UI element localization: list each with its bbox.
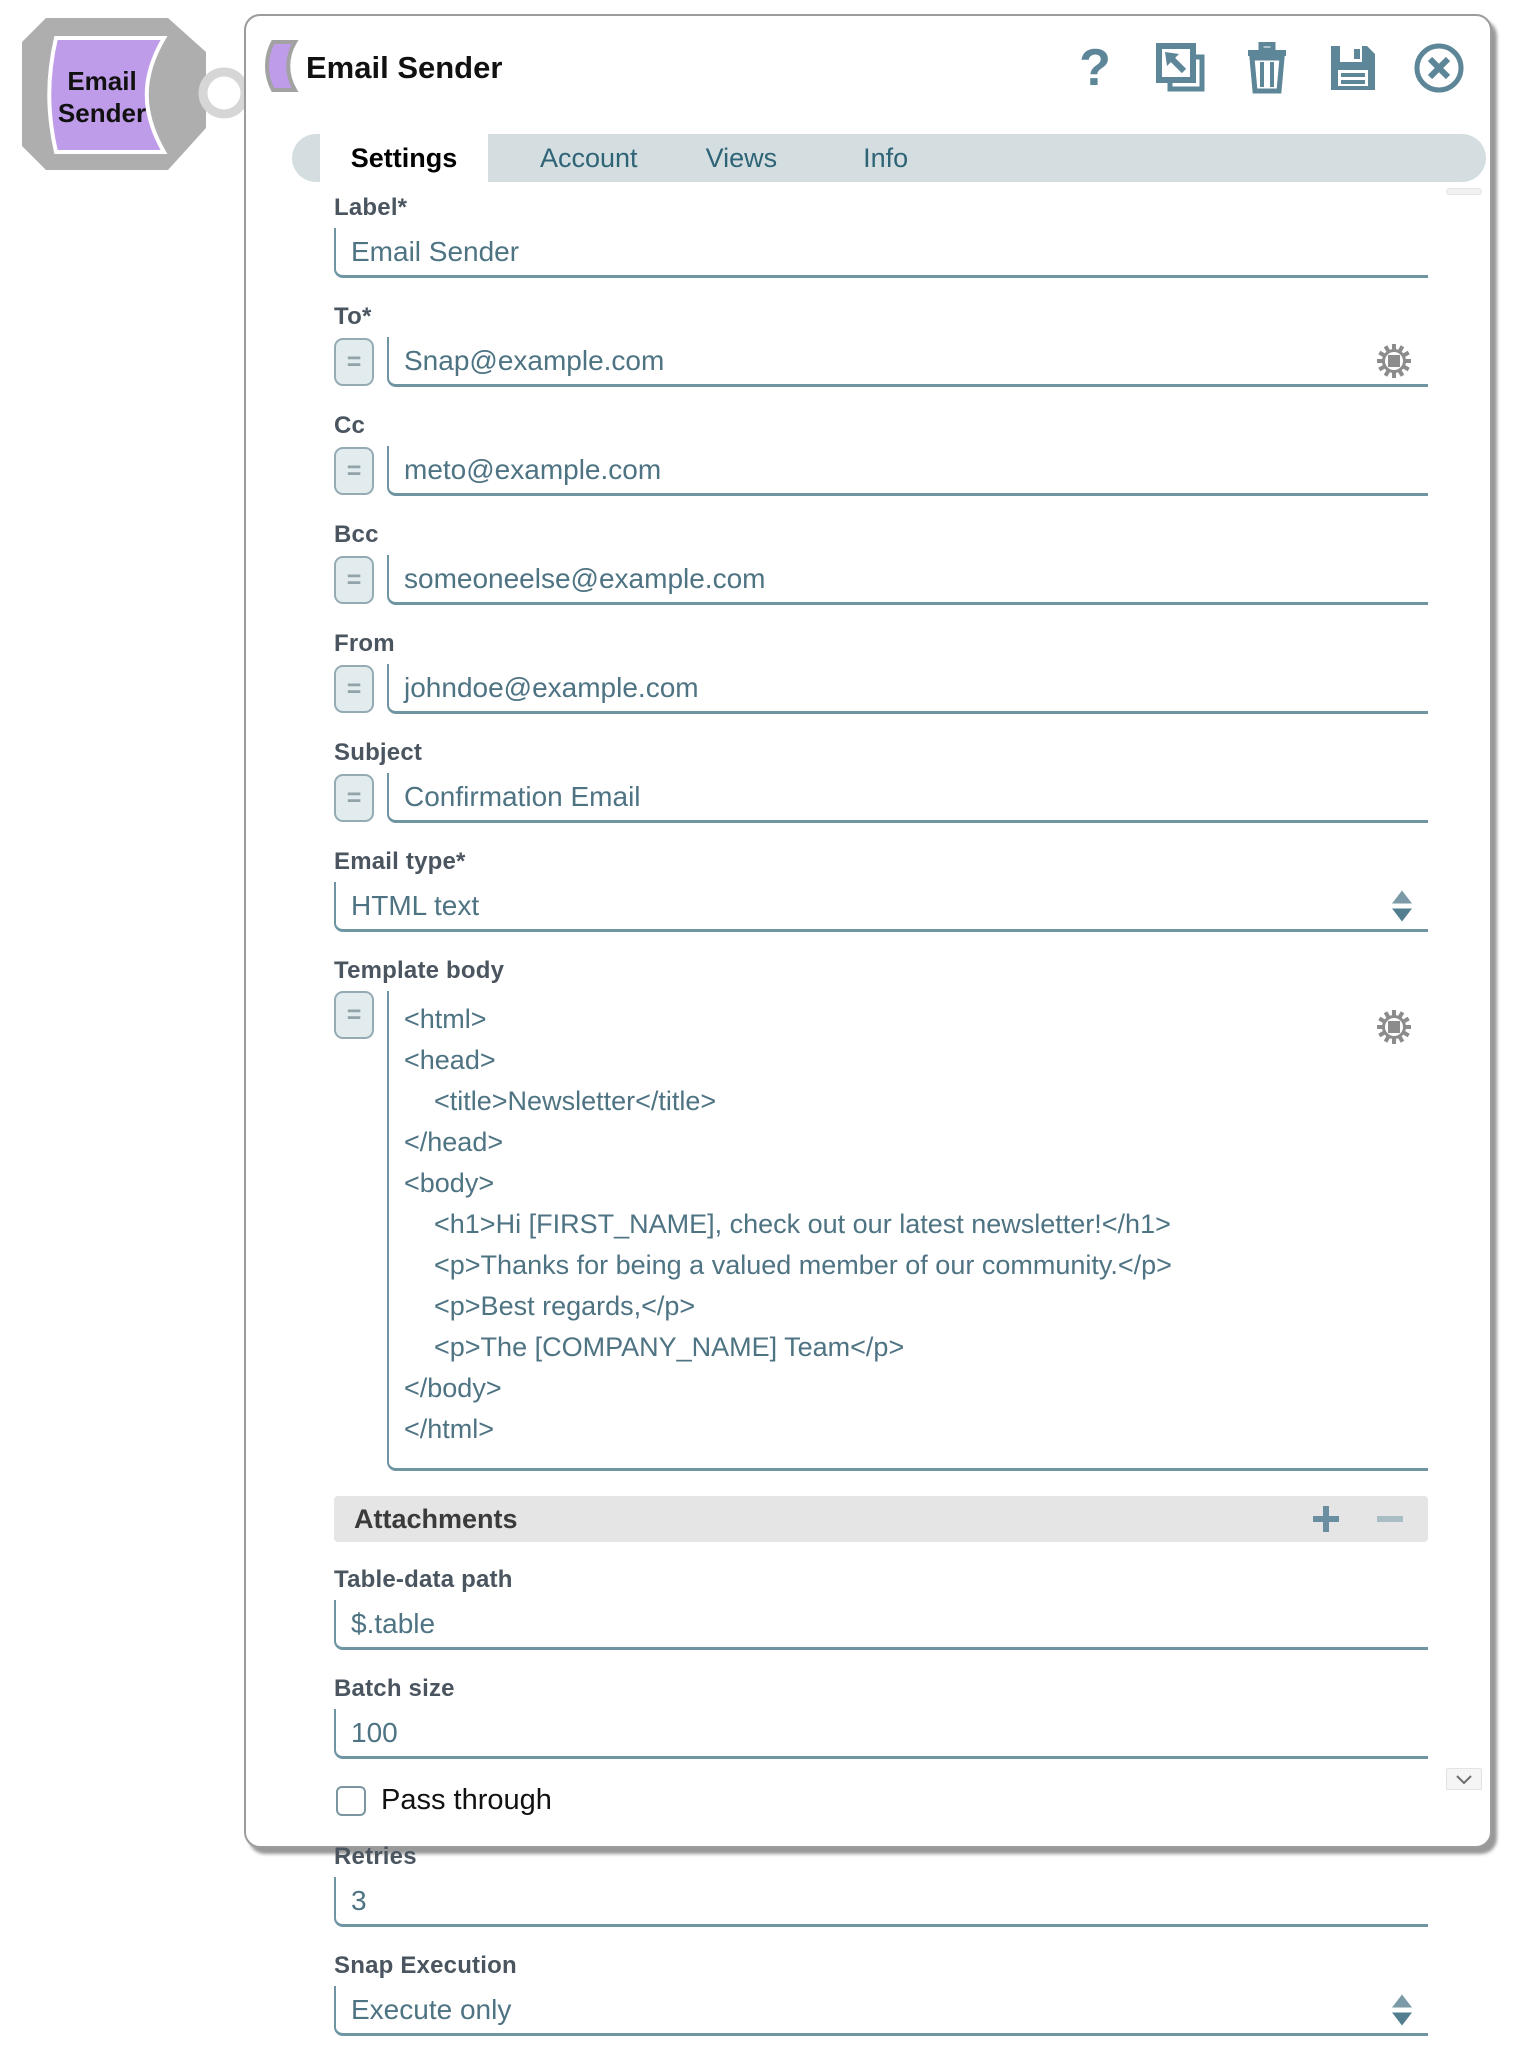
snap-execution-spinner-icon[interactable] xyxy=(1392,1994,1412,2025)
to-input[interactable]: Snap@example.com xyxy=(387,337,1428,387)
template-body-expression-toggle[interactable]: = xyxy=(334,991,374,1039)
dialog-header xyxy=(246,16,1490,126)
field-template-body xyxy=(334,957,1428,1471)
template-body-editor[interactable] xyxy=(387,991,1428,1471)
help-button[interactable] xyxy=(1070,39,1120,97)
label-input[interactable]: Email Sender xyxy=(334,228,1428,278)
code-line: </html> xyxy=(404,1414,495,1444)
tab-account[interactable]: Account xyxy=(540,142,638,173)
tab-settings[interactable]: Settings xyxy=(320,134,488,182)
bcc-field-label: Bcc xyxy=(334,521,379,548)
to-field-label: To* xyxy=(334,303,372,330)
close-icon xyxy=(1413,42,1465,94)
field-cc xyxy=(334,412,1428,496)
email-sender-snap-node[interactable] xyxy=(8,6,252,184)
attachments-section-header xyxy=(334,1496,1428,1542)
attachments-add-button[interactable] xyxy=(1308,1501,1344,1537)
snap-execution-select[interactable]: Execute only xyxy=(334,1986,1428,2036)
label-field-label: Label* xyxy=(334,194,408,221)
code-line: <html> xyxy=(404,1004,487,1034)
bcc-input[interactable]: someoneelse@example.com xyxy=(387,555,1428,605)
snap-label-line2: Sender xyxy=(57,98,147,128)
tab-bar xyxy=(292,134,1486,182)
attachments-section-title: Attachments xyxy=(354,1503,518,1534)
email-type-select[interactable]: HTML text xyxy=(334,882,1428,932)
code-line: </body> xyxy=(404,1373,502,1403)
minus-icon xyxy=(1375,1504,1405,1534)
pass-through-checkbox[interactable] xyxy=(336,1786,366,1816)
field-bcc xyxy=(334,521,1428,605)
retries-field-label: Retries xyxy=(334,1843,417,1870)
email-type-spinner-icon[interactable] xyxy=(1392,890,1412,921)
chevron-down-icon xyxy=(1456,1775,1472,1784)
code-line: <p>Best regards,</p> xyxy=(404,1291,696,1321)
trash-icon xyxy=(1241,42,1293,94)
snap-execution-field-label: Snap Execution xyxy=(334,1952,517,1979)
to-suggest-icon[interactable] xyxy=(1376,343,1412,379)
snap-label-line1: Email xyxy=(67,66,137,96)
tab-bar-cap xyxy=(292,134,320,182)
popout-icon xyxy=(1155,42,1207,94)
help-icon: ? xyxy=(1079,39,1111,97)
template-body-field-label: Template body xyxy=(334,957,505,984)
scrollbar-down-button[interactable] xyxy=(1446,1768,1482,1790)
batch-size-field-label: Batch size xyxy=(334,1675,455,1702)
settings-form xyxy=(334,194,1428,2061)
save-button[interactable] xyxy=(1328,42,1378,94)
code-line: <p>Thanks for being a valued member of our community.</p> xyxy=(404,1250,1172,1280)
template-body-suggest-icon[interactable] xyxy=(1376,1009,1412,1045)
attachments-remove-button[interactable] xyxy=(1372,1501,1408,1537)
subject-field-label: Subject xyxy=(334,739,423,766)
table-data-path-field-label: Table-data path xyxy=(334,1566,513,1593)
scrollbar-track-top[interactable] xyxy=(1446,188,1482,195)
email-type-field-label: Email type* xyxy=(334,848,466,875)
field-email-type xyxy=(334,848,1428,932)
floppy-icon xyxy=(1327,42,1379,94)
field-batch-size xyxy=(334,1675,1428,1759)
subject-input[interactable]: Confirmation Email xyxy=(387,773,1428,823)
code-line: <title>Newsletter</title> xyxy=(404,1086,717,1116)
to-expression-toggle[interactable]: = xyxy=(334,338,374,386)
snap-settings-dialog xyxy=(244,14,1492,2025)
code-line: <p>The [COMPANY_NAME] Team</p> xyxy=(404,1332,905,1362)
field-snap-execution xyxy=(334,1952,1428,2036)
field-label xyxy=(334,194,1428,278)
snap-output-port xyxy=(203,72,245,114)
close-button[interactable] xyxy=(1414,42,1464,94)
dialog-title: Email Sender xyxy=(306,50,503,85)
field-from xyxy=(334,630,1428,714)
field-table-data-path xyxy=(334,1566,1428,1650)
delete-button[interactable] xyxy=(1242,42,1292,94)
from-field-label: From xyxy=(334,630,395,657)
retries-input[interactable]: 3 xyxy=(334,1877,1428,1927)
bcc-expression-toggle[interactable]: = xyxy=(334,556,374,604)
tab-views[interactable]: Views xyxy=(705,142,778,173)
from-expression-toggle[interactable]: = xyxy=(334,665,374,713)
field-subject xyxy=(334,739,1428,823)
field-to xyxy=(334,303,1428,387)
field-pass-through xyxy=(336,1784,1428,1817)
pass-through-label: Pass through xyxy=(381,1784,552,1816)
batch-size-input[interactable]: 100 xyxy=(334,1709,1428,1759)
plus-icon xyxy=(1311,1504,1341,1534)
cc-input[interactable]: meto@example.com xyxy=(387,446,1428,496)
tab-info[interactable]: Info xyxy=(863,142,909,173)
cc-field-label: Cc xyxy=(334,412,366,439)
snap-type-icon xyxy=(262,38,302,94)
field-retries xyxy=(334,1843,1428,1927)
code-line: <head> xyxy=(404,1045,496,1075)
from-input[interactable]: johndoe@example.com xyxy=(387,664,1428,714)
code-line: <h1>Hi [FIRST_NAME], check out our latest newsletter!</h1> xyxy=(404,1209,1171,1239)
subject-expression-toggle[interactable]: = xyxy=(334,774,374,822)
table-data-path-input[interactable]: $.table xyxy=(334,1600,1428,1650)
code-line: </head> xyxy=(404,1127,504,1157)
cc-expression-toggle[interactable]: = xyxy=(334,447,374,495)
code-line: <body> xyxy=(404,1168,495,1198)
popout-button[interactable] xyxy=(1156,42,1206,94)
